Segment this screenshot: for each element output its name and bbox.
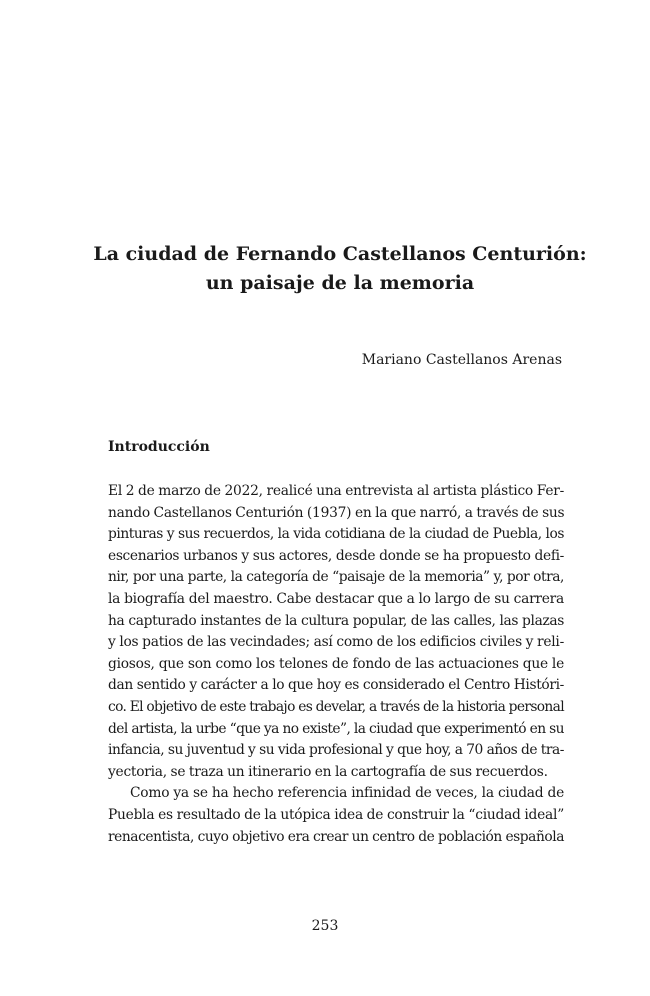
text-line: del artista, la urbe “que ya no existe”, la ciudad que experimentó en su <box>108 720 564 737</box>
page-number: 253 <box>311 918 339 934</box>
text-line: renacentista, cuyo objetivo era crear un centro de población española <box>108 828 564 845</box>
paragraph-2 <box>108 783 564 848</box>
chapter-title-line-2: un paisaje de la memoria <box>205 272 475 294</box>
text-line: nir, por una parte, la categoría de “paisaje de la memoria” y, por otra, <box>108 569 564 586</box>
section-heading: Introducción <box>108 439 210 455</box>
text-line: Como ya se ha hecho referencia infinidad de veces, la ciudad de <box>130 785 564 802</box>
chapter-title <box>60 240 620 298</box>
paragraph-1 <box>108 481 564 783</box>
text-line: Puebla es resultado de la utópica idea de construir la “ciudad ideal” <box>108 806 564 823</box>
text-line: infancia, su juventud y su vida profesional y que hoy, a 70 años de tra- <box>108 742 564 759</box>
text-line: nando Castellanos Centurión (1937) en la que narró, a través de sus <box>108 504 565 521</box>
text-line: yectoria, se traza un itinerario en la cartografía de sus recuerdos. <box>108 763 548 780</box>
text-line: pinturas y sus recuerdos, la vida cotidiana de la ciudad de Puebla, los <box>108 526 564 543</box>
text-line: co. El objetivo de este trabajo es develar, a través de la historia personal <box>108 698 564 715</box>
text-line: dan sentido y carácter a lo que hoy es considerado el Centro Históri- <box>108 677 564 694</box>
body-text <box>108 481 564 848</box>
text-line: la biografía del maestro. Cabe destacar que a lo largo de su carrera <box>108 590 564 607</box>
text-line: y los patios de las vecindades; así como de los edificios civiles y reli- <box>108 634 564 651</box>
author-name: Mariano Castellanos Arenas <box>361 352 562 368</box>
text-line: ha capturado instantes de la cultura popular, de las calles, las plazas <box>108 612 564 629</box>
text-line: escenarios urbanos y sus actores, desde donde se ha propuesto defi- <box>108 547 564 564</box>
chapter-title-line-1: La ciudad de Fernando Castellanos Centurión: <box>93 243 587 265</box>
text-line: giosos, que son como los telones de fondo de las actuaciones que le <box>108 655 564 672</box>
text-line: El 2 de marzo de 2022, realicé una entrevista al artista plástico Fer- <box>108 483 564 499</box>
